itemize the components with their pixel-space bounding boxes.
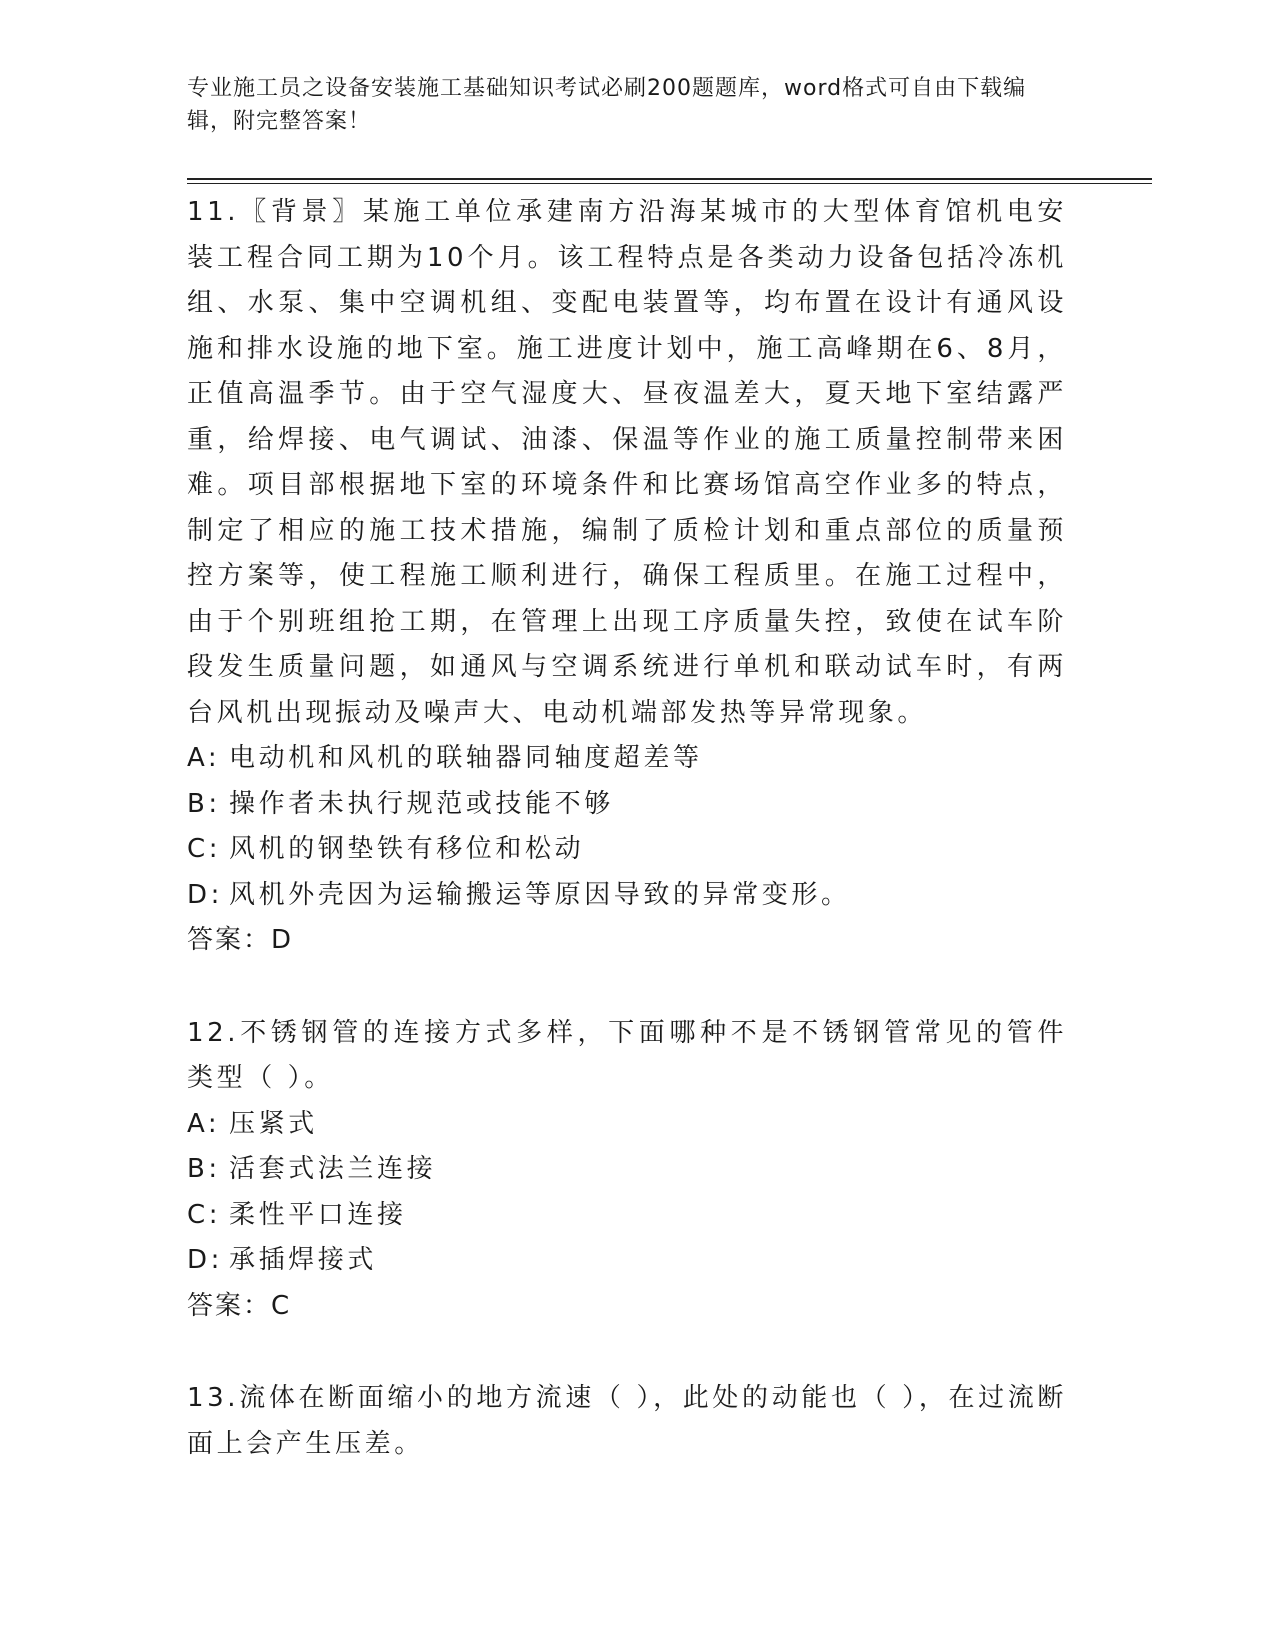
option-a [187,736,1067,782]
option-a [187,1102,1067,1148]
option-letter: D: [187,1245,223,1275]
option-letter: B: [187,1154,221,1184]
document-header: 专业施工员之设备安装施工基础知识考试必刷200题题库，word格式可自由下载编辑，附完整答案！ [187,76,1027,134]
question-text: 13.流体在断面缩小的地方流速（ ），此处的动能也（ ），在过流断面上会产生压差。 [187,1383,1067,1459]
question-12 [187,1011,1067,1330]
option-text: 电动机和风机的联轴器同轴度超差等 [229,743,703,773]
option-text: 柔性平口连接 [229,1199,407,1230]
answer-line: 答案：D [187,925,294,955]
question-13 [187,1376,1067,1467]
option-letter: D: [187,879,223,910]
option-d [187,873,1067,919]
answer-line: 答案：C [187,1290,292,1321]
option-text: 操作者未执行规范或技能不够 [229,788,614,819]
question-text: 11.〖背景〗某施工单位承建南方沿海某城市的大型体育馆机电安装工程合同工期为10个月。该工程特点是各类动力设备包括冷冻机组、水泵、集中空调机组、变配电装置等，均布置在设计有通风设施和排水设施的地下室。施工进度计划中，施工高峰期在6、8月，正值高温季节。由于空气湿度大、昼夜温差大，夏天地下室结露严重，给焊接、电气调试、油漆、保温等作业的施工质量控制带来困难。项目部根据地下室的环境条件和比赛场馆高空作业多的特点，制定了相应的施工技术措施，编制了质检计划和重点部位的质量预控方案等，使工程施工顺利进行，确保工程质里。在施工过程中，由于个别班组抢工期，在管理上出现工序质量失控，致使在试车阶段发生质量问题，如通风与空调系统进行单机和联动试车时，有两台风机出现振动及噪声大、电动机端部发热等异常现象。 [187,197,1067,728]
question-list [187,190,1067,1514]
question-text: 12.不锈钢管的连接方式多样，下面哪种不是不锈钢管常见的管件类型（ ）。 [187,1017,1067,1093]
option-letter: C: [187,834,222,864]
option-c [187,1193,1067,1239]
option-text: 风机外壳因为运输搬运等原因导致的异常变形。 [229,879,851,910]
option-letter: A: [187,743,221,773]
header-divider-thin [187,183,1152,184]
option-text: 活套式法兰连接 [229,1154,437,1184]
option-text: 压紧式 [229,1108,318,1139]
option-c [187,827,1067,873]
option-d [187,1238,1067,1284]
option-b [187,1147,1067,1193]
option-letter: A: [187,1108,221,1139]
header-divider-thick [187,178,1152,180]
option-text: 承插焊接式 [229,1245,378,1275]
option-text: 风机的钢垫铁有移位和松动 [229,834,585,864]
option-letter: B: [187,788,221,819]
option-letter: C: [187,1199,222,1230]
option-b [187,782,1067,828]
question-11 [187,190,1067,964]
